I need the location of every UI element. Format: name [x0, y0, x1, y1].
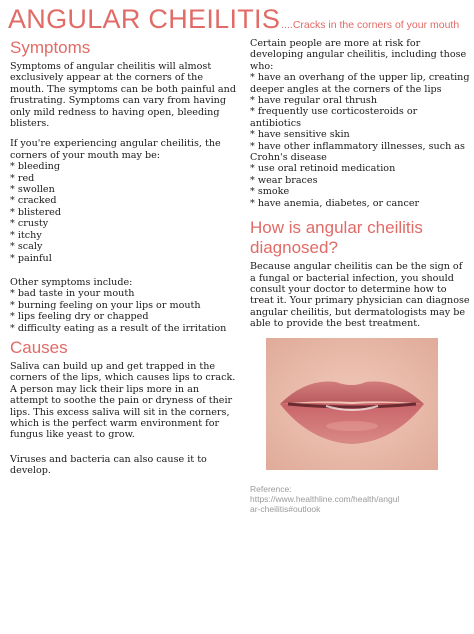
reference-label: Reference: [250, 483, 292, 494]
right-column [250, 38, 470, 514]
lips-photo-icon [266, 338, 438, 470]
list-item: * scaly [10, 241, 240, 252]
page-subtitle: ....Cracks in the corners of your mouth [281, 19, 460, 31]
list-item: * bad taste in your mouth [10, 288, 240, 299]
list-item: * burning feeling on your lips or mouth [10, 300, 240, 311]
diagnosis-heading: How is angular cheilitis diagnosed? [250, 218, 423, 258]
list-item: * have sensitive skin [250, 129, 470, 140]
diagnosis-text: Because angular cheilitis can be the sign of a fungal or bacterial infection, you should consult your doctor to determine how to treat it. Your primary physician can diagnose angular cheilitis, but dermatologists may be able to provide the best treatment. [250, 261, 470, 330]
list-item: * difficulty eating as a result of the irritation [10, 323, 240, 334]
causes-text: Saliva can build up and get trapped in the corners of the lips, which causes lips to crack. A person may lick their lips more in an attempt to soothe the pain or dryness of their lips. This excess saliva will sit in the corners, which is the perfect warm environment for fungus like yeast to grow. [10, 360, 236, 441]
list-item: * blistered [10, 207, 240, 218]
list-item: * itchy [10, 230, 240, 241]
risk-list [250, 72, 470, 209]
symptoms-intro: Symptoms of angular cheilitis will almost exclusively appear at the corners of the mouth. The symptoms can be both painful and frustrating. Symptoms can vary from having only mild redness to having open, bleeding blisters. [10, 61, 236, 130]
risk-lead: Certain people are more at risk for developing angular cheilitis, including those who: [250, 38, 467, 72]
list-item: * cracked [10, 195, 240, 206]
symptoms-list [10, 161, 240, 264]
causes-text-2: Viruses and bacteria can also cause it to develop. [10, 453, 207, 477]
left-column [10, 38, 240, 477]
page-title: ANGULAR CHEILITIS [8, 4, 281, 34]
list-item: * frequently use corticosteroids or antibiotics [250, 106, 470, 129]
list-item: * have anemia, diabetes, or cancer [250, 198, 470, 209]
other-symptoms-lead: Other symptoms include: [10, 276, 133, 288]
list-item: * have regular oral thrush [250, 95, 470, 106]
list-item: * have other inflammatory illnesses, such as Crohn's disease [250, 141, 470, 164]
list-item: * swollen [10, 184, 240, 195]
lips-photo [266, 338, 438, 470]
symptoms-heading: Symptoms [10, 38, 91, 57]
list-item: * lips feeling dry or chapped [10, 311, 240, 322]
causes-heading: Causes [10, 337, 68, 357]
symptoms-lead: If you're experiencing angular cheilitis, the corners of your mouth may be: [10, 138, 221, 161]
reference-link[interactable]: https://www.healthline.com/health/angular-cheilitis#outlook [250, 493, 400, 514]
list-item: * crusty [10, 218, 240, 229]
list-item: * use oral retinoid medication [250, 163, 470, 174]
list-item: * have an overhang of the upper lip, creating deeper angles at the corners of the lips [250, 72, 470, 95]
list-item: * bleeding [10, 161, 240, 172]
title-row [8, 4, 468, 36]
other-symptoms-list [10, 288, 240, 334]
list-item: * wear braces [250, 175, 470, 186]
list-item: * painful [10, 253, 240, 264]
list-item: * smoke [250, 186, 470, 197]
list-item: * red [10, 173, 240, 184]
